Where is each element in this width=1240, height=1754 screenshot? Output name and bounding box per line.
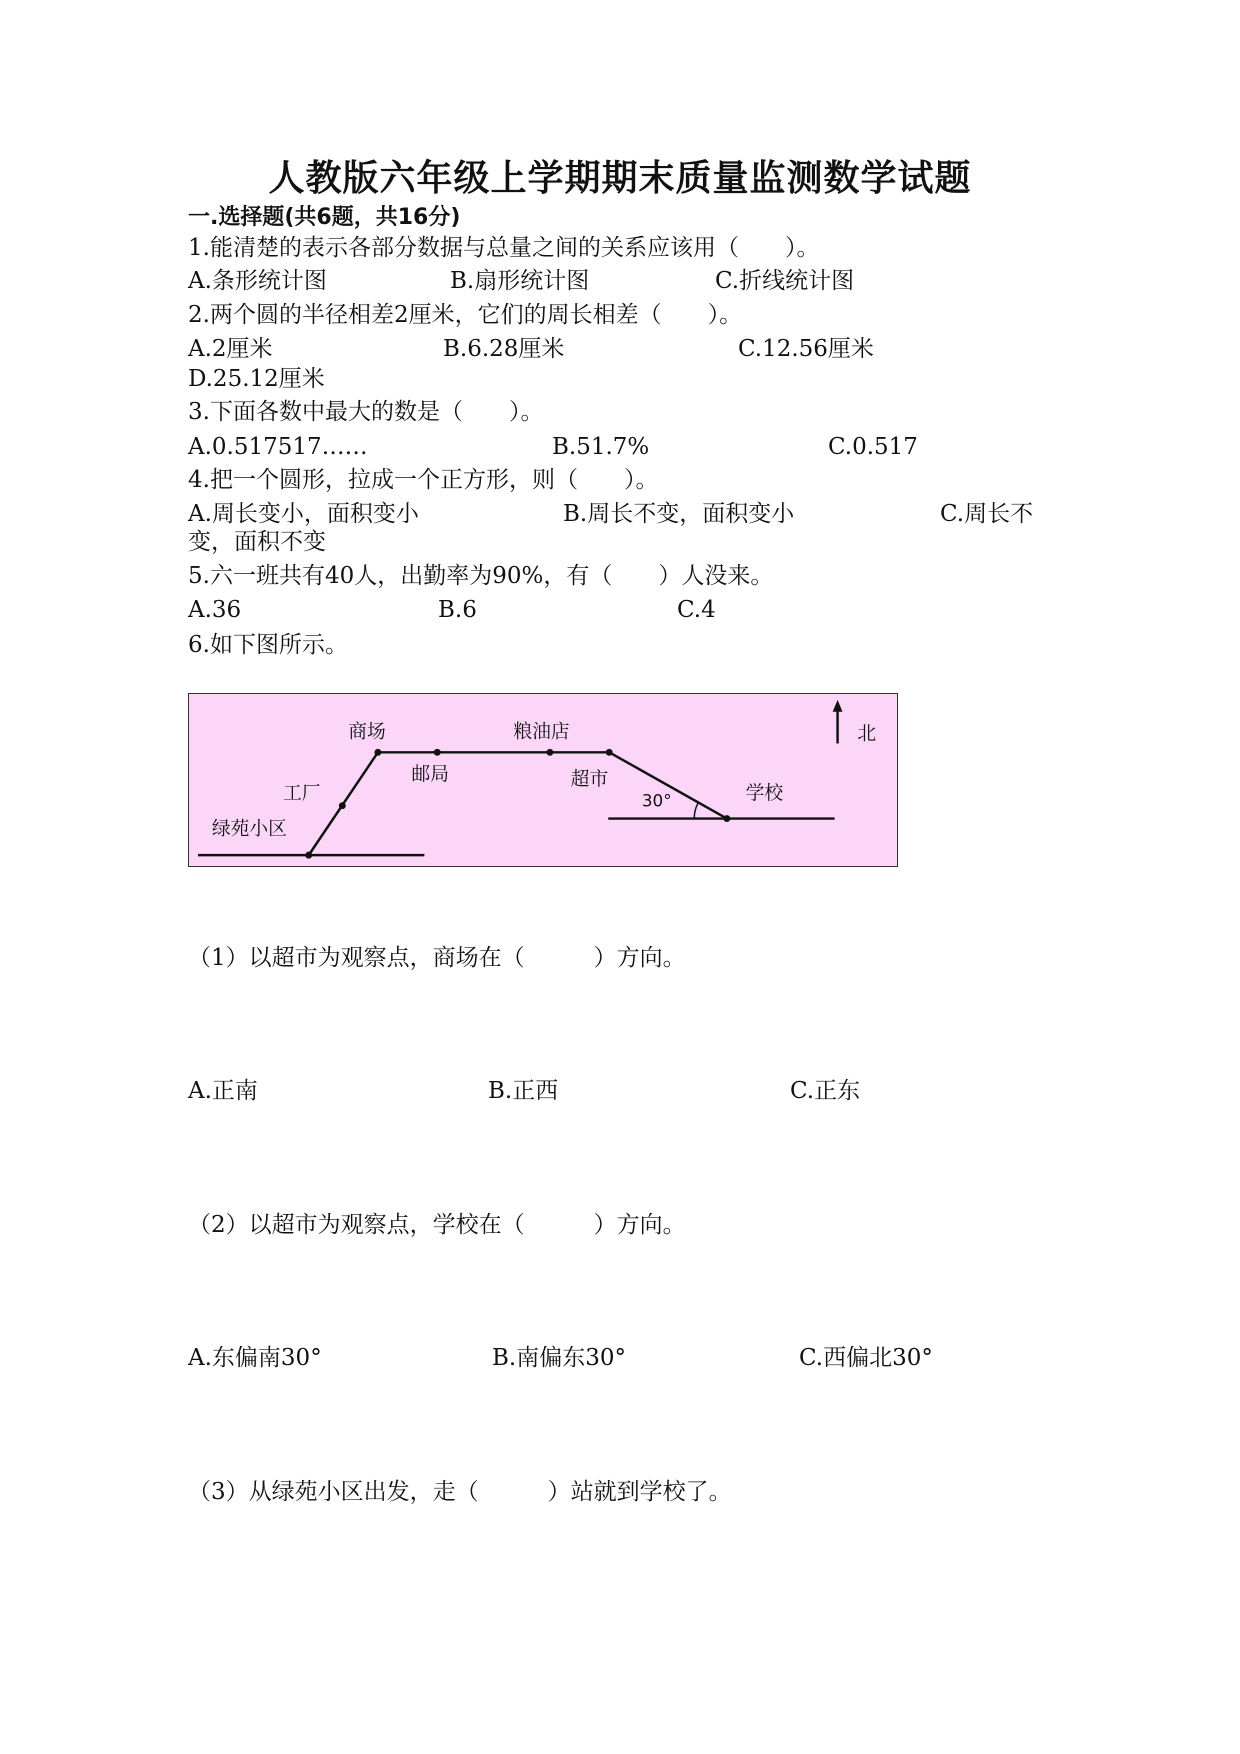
q4-option-c-continued: 变，面积不变 (188, 529, 326, 555)
route-map-figure (188, 693, 898, 867)
subquestion-2: （2）以超市为观察点，学校在（ ）方向。 (188, 1212, 686, 1238)
section-heading: 一.选择题(共6题，共16分) (188, 205, 461, 230)
label-grain-shop: 粮油店 (513, 721, 570, 743)
q2-option-c: C.12.56厘米 (738, 336, 874, 362)
question-6: 6.如下图所示。 (188, 632, 348, 658)
q5-option-a: A.36 (188, 597, 242, 623)
q1-option-b: B.扇形统计图 (450, 268, 590, 294)
residence-point (305, 852, 312, 859)
sq2-option-c: C.西偏北30° (799, 1345, 933, 1371)
sq1-option-a: A.正南 (188, 1078, 258, 1104)
question-5: 5.六一班共有40人，出勤率为90%，有（ ）人没来。 (188, 563, 774, 589)
factory-point (339, 802, 346, 809)
label-post-office: 邮局 (411, 764, 450, 785)
angle-arc (694, 803, 698, 819)
sq1-option-b: B.正西 (488, 1078, 559, 1104)
q4-option-a: A.周长变小，面积变小 (188, 501, 419, 527)
sq1-option-c: C.正东 (790, 1078, 861, 1104)
question-2: 2.两个圆的半径相差2厘米，它们的周长相差（ ）。 (188, 302, 743, 328)
school-point (723, 815, 730, 822)
q4-option-c: C.周长不 (940, 501, 1034, 527)
question-4: 4.把一个圆形，拉成一个正方形，则（ ）。 (188, 467, 659, 493)
question-1: 1.能清楚的表示各部分数据与总量之间的关系应该用（ ）。 (188, 235, 820, 261)
sq2-option-a: A.东偏南30° (188, 1345, 322, 1371)
label-north: 北 (857, 723, 877, 745)
q3-option-a: A.0.517517…… (188, 434, 368, 460)
q3-option-b: B.51.7% (552, 434, 650, 460)
supermarket-point (606, 749, 613, 756)
q1-option-c: C.折线统计图 (715, 268, 855, 294)
subquestion-1: （1）以超市为观察点，商场在（ ）方向。 (188, 945, 686, 971)
post-office-point (434, 749, 441, 756)
sq2-option-b: B.南偏东30° (492, 1345, 626, 1371)
grain-shop-point (546, 749, 553, 756)
q3-option-c: C.0.517 (828, 434, 918, 460)
label-angle: 30° (641, 790, 672, 811)
label-supermarket: 超市 (570, 768, 609, 790)
question-3: 3.下面各数中最大的数是（ ）。 (188, 399, 544, 425)
label-school: 学校 (745, 782, 784, 804)
q5-option-c: C.4 (677, 597, 716, 623)
subquestion-3: （3）从绿苑小区出发，走（ ）站就到学校了。 (188, 1479, 732, 1505)
q2-option-a: A.2厘米 (188, 336, 273, 362)
label-residence: 绿苑小区 (211, 818, 287, 840)
q2-option-d: D.25.12厘米 (188, 366, 325, 392)
mall-point (374, 749, 381, 756)
north-arrow-icon (833, 700, 843, 712)
label-mall: 商场 (348, 721, 386, 743)
q2-option-b: B.6.28厘米 (443, 336, 565, 362)
route-map (189, 694, 897, 866)
label-factory: 工厂 (283, 782, 321, 804)
page-title: 人教版六年级上学期期末质量监测数学试题 (268, 157, 972, 199)
q1-option-a: A.条形统计图 (188, 268, 327, 294)
q4-option-b: B.周长不变，面积变小 (563, 501, 795, 527)
q5-option-b: B.6 (438, 597, 477, 623)
